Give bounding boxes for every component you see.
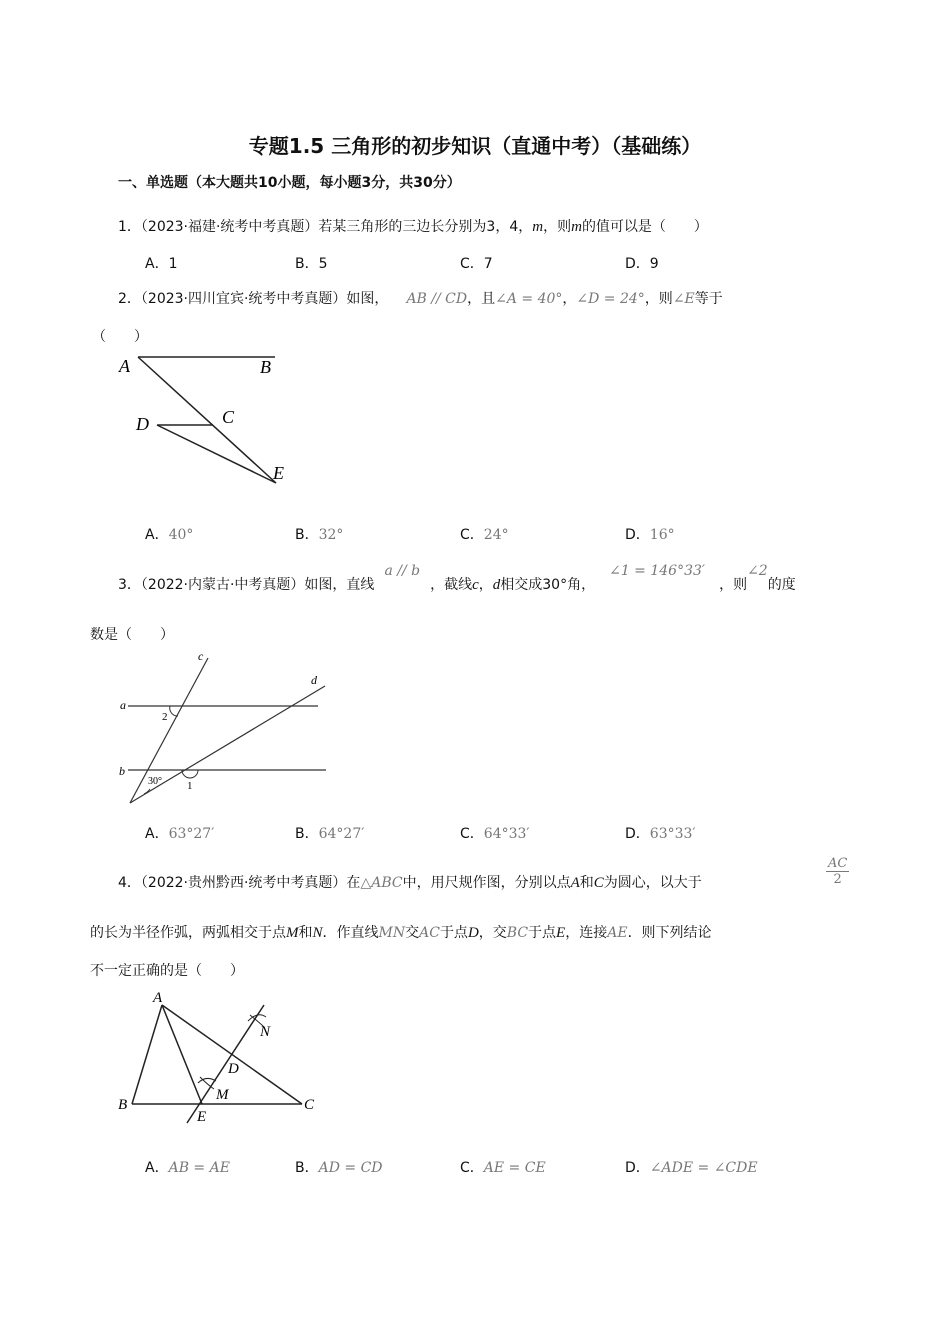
question-4-line-3: 不一定正确的是（ ）: [90, 963, 244, 979]
q4-label-m: M: [216, 1087, 229, 1103]
q3-option-a: A．63°27′: [145, 826, 215, 842]
q2-label-b: B: [260, 357, 271, 377]
q2-label-a: A: [119, 356, 130, 376]
q3-label-30: 30°: [148, 776, 162, 787]
question-4-stem: 4．（2022·贵州黔西·统考中考真题）在△ABC中，用尺规作图，分别以点A和C为圆心，以大于: [118, 875, 702, 891]
q2-line-ae: [138, 357, 276, 483]
q4-line-mn: [187, 1005, 264, 1123]
q3-label-c: c: [198, 649, 204, 663]
q4-label-b: B: [118, 1097, 128, 1113]
q4-option-c: C．AE = CE: [460, 1160, 546, 1176]
q1-option-c: C．7: [460, 256, 493, 272]
q2-line-de: [157, 425, 276, 483]
question-1-stem: 1．（2023·福建·统考中考真题）若某三角形的三边长分别为3，4，m，则m的值可以是（ ）: [118, 219, 708, 235]
question-2-stem: 2．（2023·四川宜宾·统考中考真题）如图， AB // CD，且∠A = 40°，∠D = 24°，则∠E等于: [118, 291, 723, 307]
question-3-stem-cont: 数是（ ）: [90, 627, 174, 643]
q4-label-c: C: [304, 1097, 315, 1113]
q2-label-e: E: [273, 463, 284, 483]
q4-label-e: E: [197, 1109, 207, 1125]
q2-figure: [110, 345, 310, 495]
q3-line-c: [130, 658, 208, 803]
question-2-stem-cont: （ ）: [92, 329, 148, 345]
q4-option-b: B．AD = CD: [295, 1160, 383, 1176]
section-heading: 一、单选题（本大题共10小题，每小题3分，共30分）: [118, 175, 461, 191]
q3-figure: [110, 648, 340, 808]
q2-label-c: C: [222, 407, 235, 427]
q1-option-d: D．9: [625, 256, 659, 272]
question-4-line-2: 的长为半径作弧，两弧相交于点M和N．作直线MN交AC于点D，交BC于点E，连接AE．则下列结论: [90, 925, 712, 941]
q4-label-n: N: [260, 1024, 271, 1040]
q2-option-d: D．16°: [625, 527, 675, 543]
q3-label-d: d: [311, 673, 317, 687]
q3-label-b: b: [119, 764, 125, 778]
q4-fraction: $\frac{AC}{2}$: [828, 856, 848, 887]
q3-label-1: 1: [187, 780, 193, 792]
q4-option-a: A．AB = AE: [145, 1160, 230, 1176]
q4-label-a: A: [153, 990, 163, 1006]
q3-arc-1: [182, 770, 198, 778]
q3-option-d: D．63°33′: [625, 826, 696, 842]
q3-arc-2: [170, 706, 178, 716]
q3-label-a: a: [120, 698, 126, 712]
q2-option-b: B．32°: [295, 527, 344, 543]
q4-label-d: D: [228, 1061, 239, 1077]
question-3-stem: 3．（2022·内蒙古·中考真题）如图，直线a // b，截线c，d相交成30°角，∠1 = 146°33′，则∠2的度: [118, 563, 796, 593]
q1-option-b: B．5: [295, 256, 328, 272]
q4-side-ab: [132, 1005, 162, 1104]
q3-option-c: C．64°33′: [460, 826, 530, 842]
q1-option-a: A．1: [145, 256, 178, 272]
q4-option-d: D．∠ADE = ∠CDE: [625, 1160, 758, 1176]
q3-option-b: B．64°27′: [295, 826, 365, 842]
q4-figure: [110, 985, 330, 1130]
q2-option-a: A．40°: [145, 527, 194, 543]
page-title: 专题1.5 三角形的初步知识（直通中考）（基础练）: [248, 134, 702, 158]
q2-label-d: D: [136, 414, 149, 434]
q3-label-2: 2: [162, 711, 168, 723]
q2-option-c: C．24°: [460, 527, 509, 543]
